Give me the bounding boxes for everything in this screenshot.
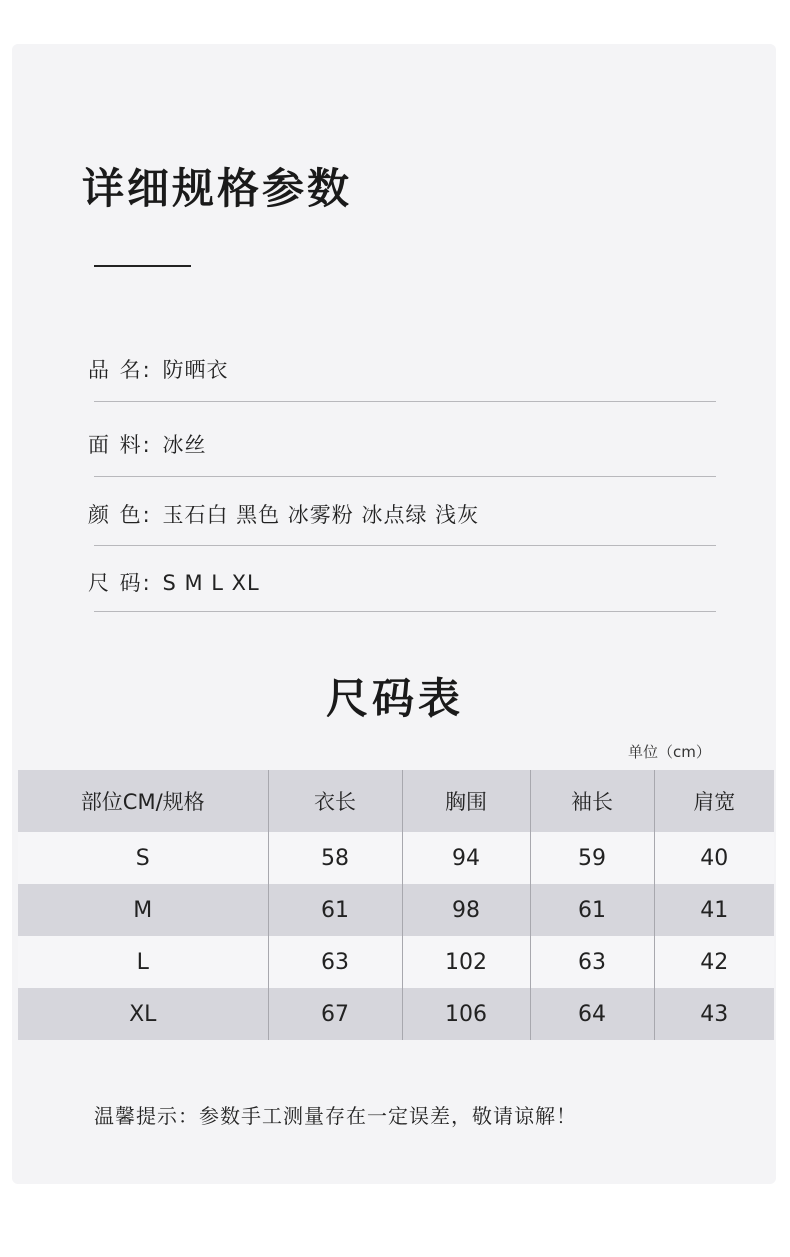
spec-value: 防晒衣 [162,358,229,382]
table-cell: 64 [530,988,654,1040]
table-cell: 40 [654,832,774,884]
spec-divider [94,401,716,402]
spec-value: 冰丝 [162,433,207,457]
table-cell: 106 [402,988,530,1040]
table-cell: M [18,884,268,936]
spec-value: S M L XL [162,571,260,595]
spec-divider [94,545,716,546]
table-cell: 67 [268,988,402,1040]
table-cell: 41 [654,884,774,936]
spec-row-color [88,499,716,529]
table-cell: 63 [530,936,654,988]
spec-row-fabric [88,429,716,459]
column-header: 肩宽 [654,770,774,832]
table-cell: S [18,832,268,884]
spec-label: 品 名: [88,358,152,382]
unit-label: 单位（cm） [628,743,711,761]
page-title: 详细规格参数 [82,164,353,213]
table-cell: 102 [402,936,530,988]
table-cell: 98 [402,884,530,936]
table-cell: 63 [268,936,402,988]
table-header-row [18,770,774,832]
spec-row-size [88,567,716,597]
spec-divider [94,611,716,612]
title-underline [94,265,191,267]
spec-label: 面 料: [88,433,152,457]
spec-row-name [88,354,716,384]
spec-divider [94,476,716,477]
table-row [18,936,774,988]
tip-text: 温馨提示：参数手工测量存在一定误差，敬请谅解！ [94,1104,577,1128]
table-cell: 61 [268,884,402,936]
column-header: 袖长 [530,770,654,832]
table-row [18,832,774,884]
table-cell: 42 [654,936,774,988]
table-cell: L [18,936,268,988]
column-header: 部位CM/规格 [18,770,268,832]
spec-label: 尺 码: [88,571,152,595]
size-chart-title: 尺码表 [325,674,464,723]
column-header: 衣长 [268,770,402,832]
table-cell: 61 [530,884,654,936]
column-header: 胸围 [402,770,530,832]
table-cell: 43 [654,988,774,1040]
spec-label: 颜 色: [88,503,152,527]
table-cell: 94 [402,832,530,884]
table-row [18,884,774,936]
size-table [18,770,774,1040]
table-cell: XL [18,988,268,1040]
table-cell: 58 [268,832,402,884]
spec-value: 玉石白 黑色 冰雾粉 冰点绿 浅灰 [162,503,480,527]
table-cell: 59 [530,832,654,884]
table-row [18,988,774,1040]
